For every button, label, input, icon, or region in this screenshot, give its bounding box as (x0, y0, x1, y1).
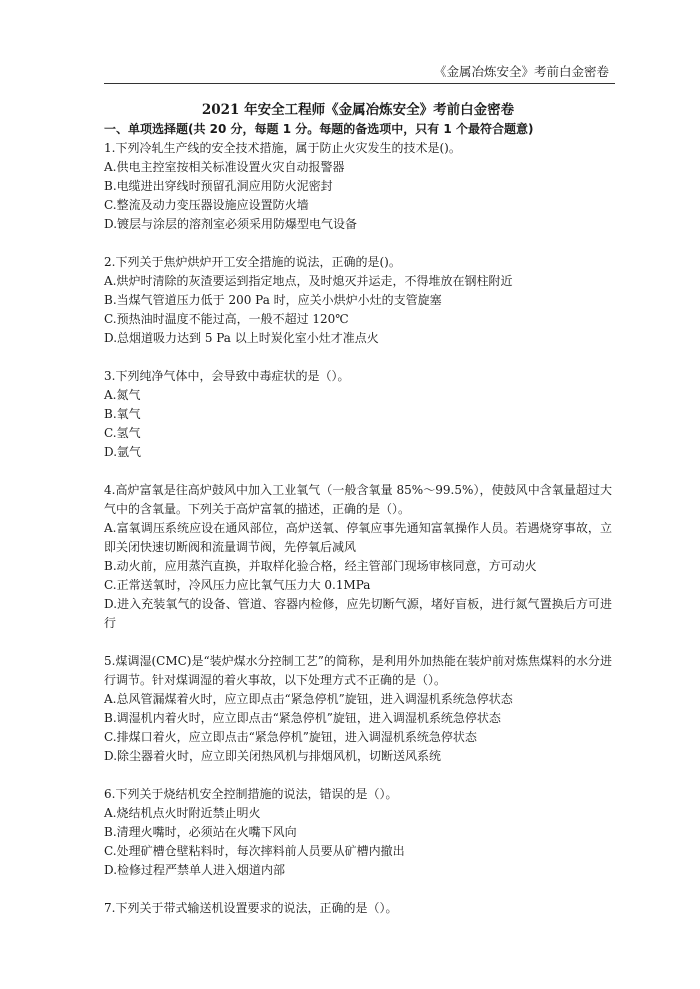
question-stem: 4.高炉富氧是往高炉鼓风中加入工业氧气（一般含氧量 85%～99.5%），使鼓风中含氧量超过大气中的含氧量。下列关于高炉富氧的描述，正确的是（）。 (104, 483, 612, 516)
question-list (104, 139, 612, 918)
question-1 (104, 139, 612, 234)
question-stem: 2.下列关于焦炉烘炉开工安全措施的说法，正确的是()。 (104, 255, 401, 269)
answer-option-a: A.富氧调压系统应设在通风部位，高炉送氧、停氧应事先通知富氧操作人员。若遇烧穿事故，立即关闭快速切断阀和流量调节阀，先停氧后减风 (104, 521, 612, 554)
answer-option-b: B.调湿机内着火时，应立即点击“紧急停机”旋钮，进入调湿机系统急停状态 (104, 711, 501, 725)
answer-option-b: B.氧气 (104, 407, 141, 421)
header-divider (104, 83, 615, 84)
answer-option-b: B.清理火嘴时，必须站在火嘴下风向 (104, 825, 297, 839)
answer-option-c: C.氢气 (104, 426, 141, 440)
question-stem: 3.下列纯净气体中，会导致中毒症状的是（）。 (104, 369, 350, 383)
section-heading: 一、单项选择题(共 20 分，每题 1 分。每题的备选项中，只有 1 个最符合题意) (104, 122, 534, 136)
answer-option-c: C.预热油时温度不能过高，一般不超过 120℃ (104, 312, 349, 326)
answer-option-a: A.总风管漏煤着火时，应立即点击“紧急停机”旋钮，进入调湿机系统急停状态 (104, 692, 513, 706)
question-stem: 1.下列冷轧生产线的安全技术措施，属于防止火灾发生的技术是()。 (104, 141, 461, 155)
question-5 (104, 652, 612, 766)
question-7 (104, 899, 612, 918)
answer-option-c: C.处理矿槽仓壁粘料时，每次摔料前人员要从矿槽内撤出 (104, 844, 405, 858)
running-header: 《金属冶炼安全》考前白金密卷 (433, 64, 609, 79)
answer-option-d: D.总烟道吸力达到 5 Pa 以上时炭化室小灶才准点火 (104, 331, 379, 345)
document-title: 2021 年安全工程师《金属冶炼安全》考前白金密卷 (201, 102, 515, 118)
answer-option-d: D.氩气 (104, 445, 142, 459)
question-6 (104, 785, 612, 880)
question-stem: 6.下列关于烧结机安全控制措施的说法，错误的是（）。 (104, 787, 398, 801)
answer-option-b: B.动火前，应用蒸汽直换，并取样化验合格，经主管部门现场审核同意，方可动火 (104, 559, 537, 573)
answer-option-d: D.进入充装氧气的设备、管道、容器内检修，应先切断气源，堵好盲板，进行氮气置换后方可进行 (104, 597, 612, 630)
answer-option-a: A.烧结机点火时附近禁止明火 (104, 806, 261, 820)
question-stem: 5.煤调湿(CMC)是“装炉煤水分控制工艺”的简称，是利用外加热能在装炉前对炼焦煤料的水分进行调节。针对煤调湿的着火事故，以下处理方式不正确的是（）。 (104, 654, 612, 687)
question-3 (104, 367, 612, 462)
answer-option-d: D.检修过程严禁单人进入烟道内部 (104, 863, 286, 877)
answer-option-d: D.除尘器着火时，应立即关闭热风机与排烟风机，切断送风系统 (104, 749, 442, 763)
answer-option-a: A.烘炉时清除的灰渣要运到指定地点，及时熄灭并运走，不得堆放在钢柱附近 (104, 274, 513, 288)
question-stem: 7.下列关于带式输送机设置要求的说法，正确的是（）。 (104, 901, 398, 915)
question-4 (104, 481, 612, 633)
answer-option-c: C.整流及动力变压器设施应设置防火墙 (104, 198, 309, 212)
document-body (104, 100, 612, 937)
answer-option-b: B.当煤气管道压力低于 200 Pa 时，应关小烘炉小灶的支管旋塞 (104, 293, 442, 307)
question-2 (104, 253, 612, 348)
answer-option-d: D.镀层与涂层的溶剂室必须采用防爆型电气设备 (104, 217, 358, 231)
answer-option-b: B.电缆进出穿线时预留孔洞应用防火泥密封 (104, 179, 333, 193)
answer-option-a: A.氮气 (104, 388, 141, 402)
answer-option-a: A.供电主控室按相关标准设置火灾自动报警器 (104, 160, 345, 174)
answer-option-c: C.正常送氧时，冷风压力应比氧气压力大 0.1MPa (104, 578, 371, 592)
answer-option-c: C.排煤口着火，应立即点击“紧急停机”旋钮，进入调湿机系统急停状态 (104, 730, 477, 744)
